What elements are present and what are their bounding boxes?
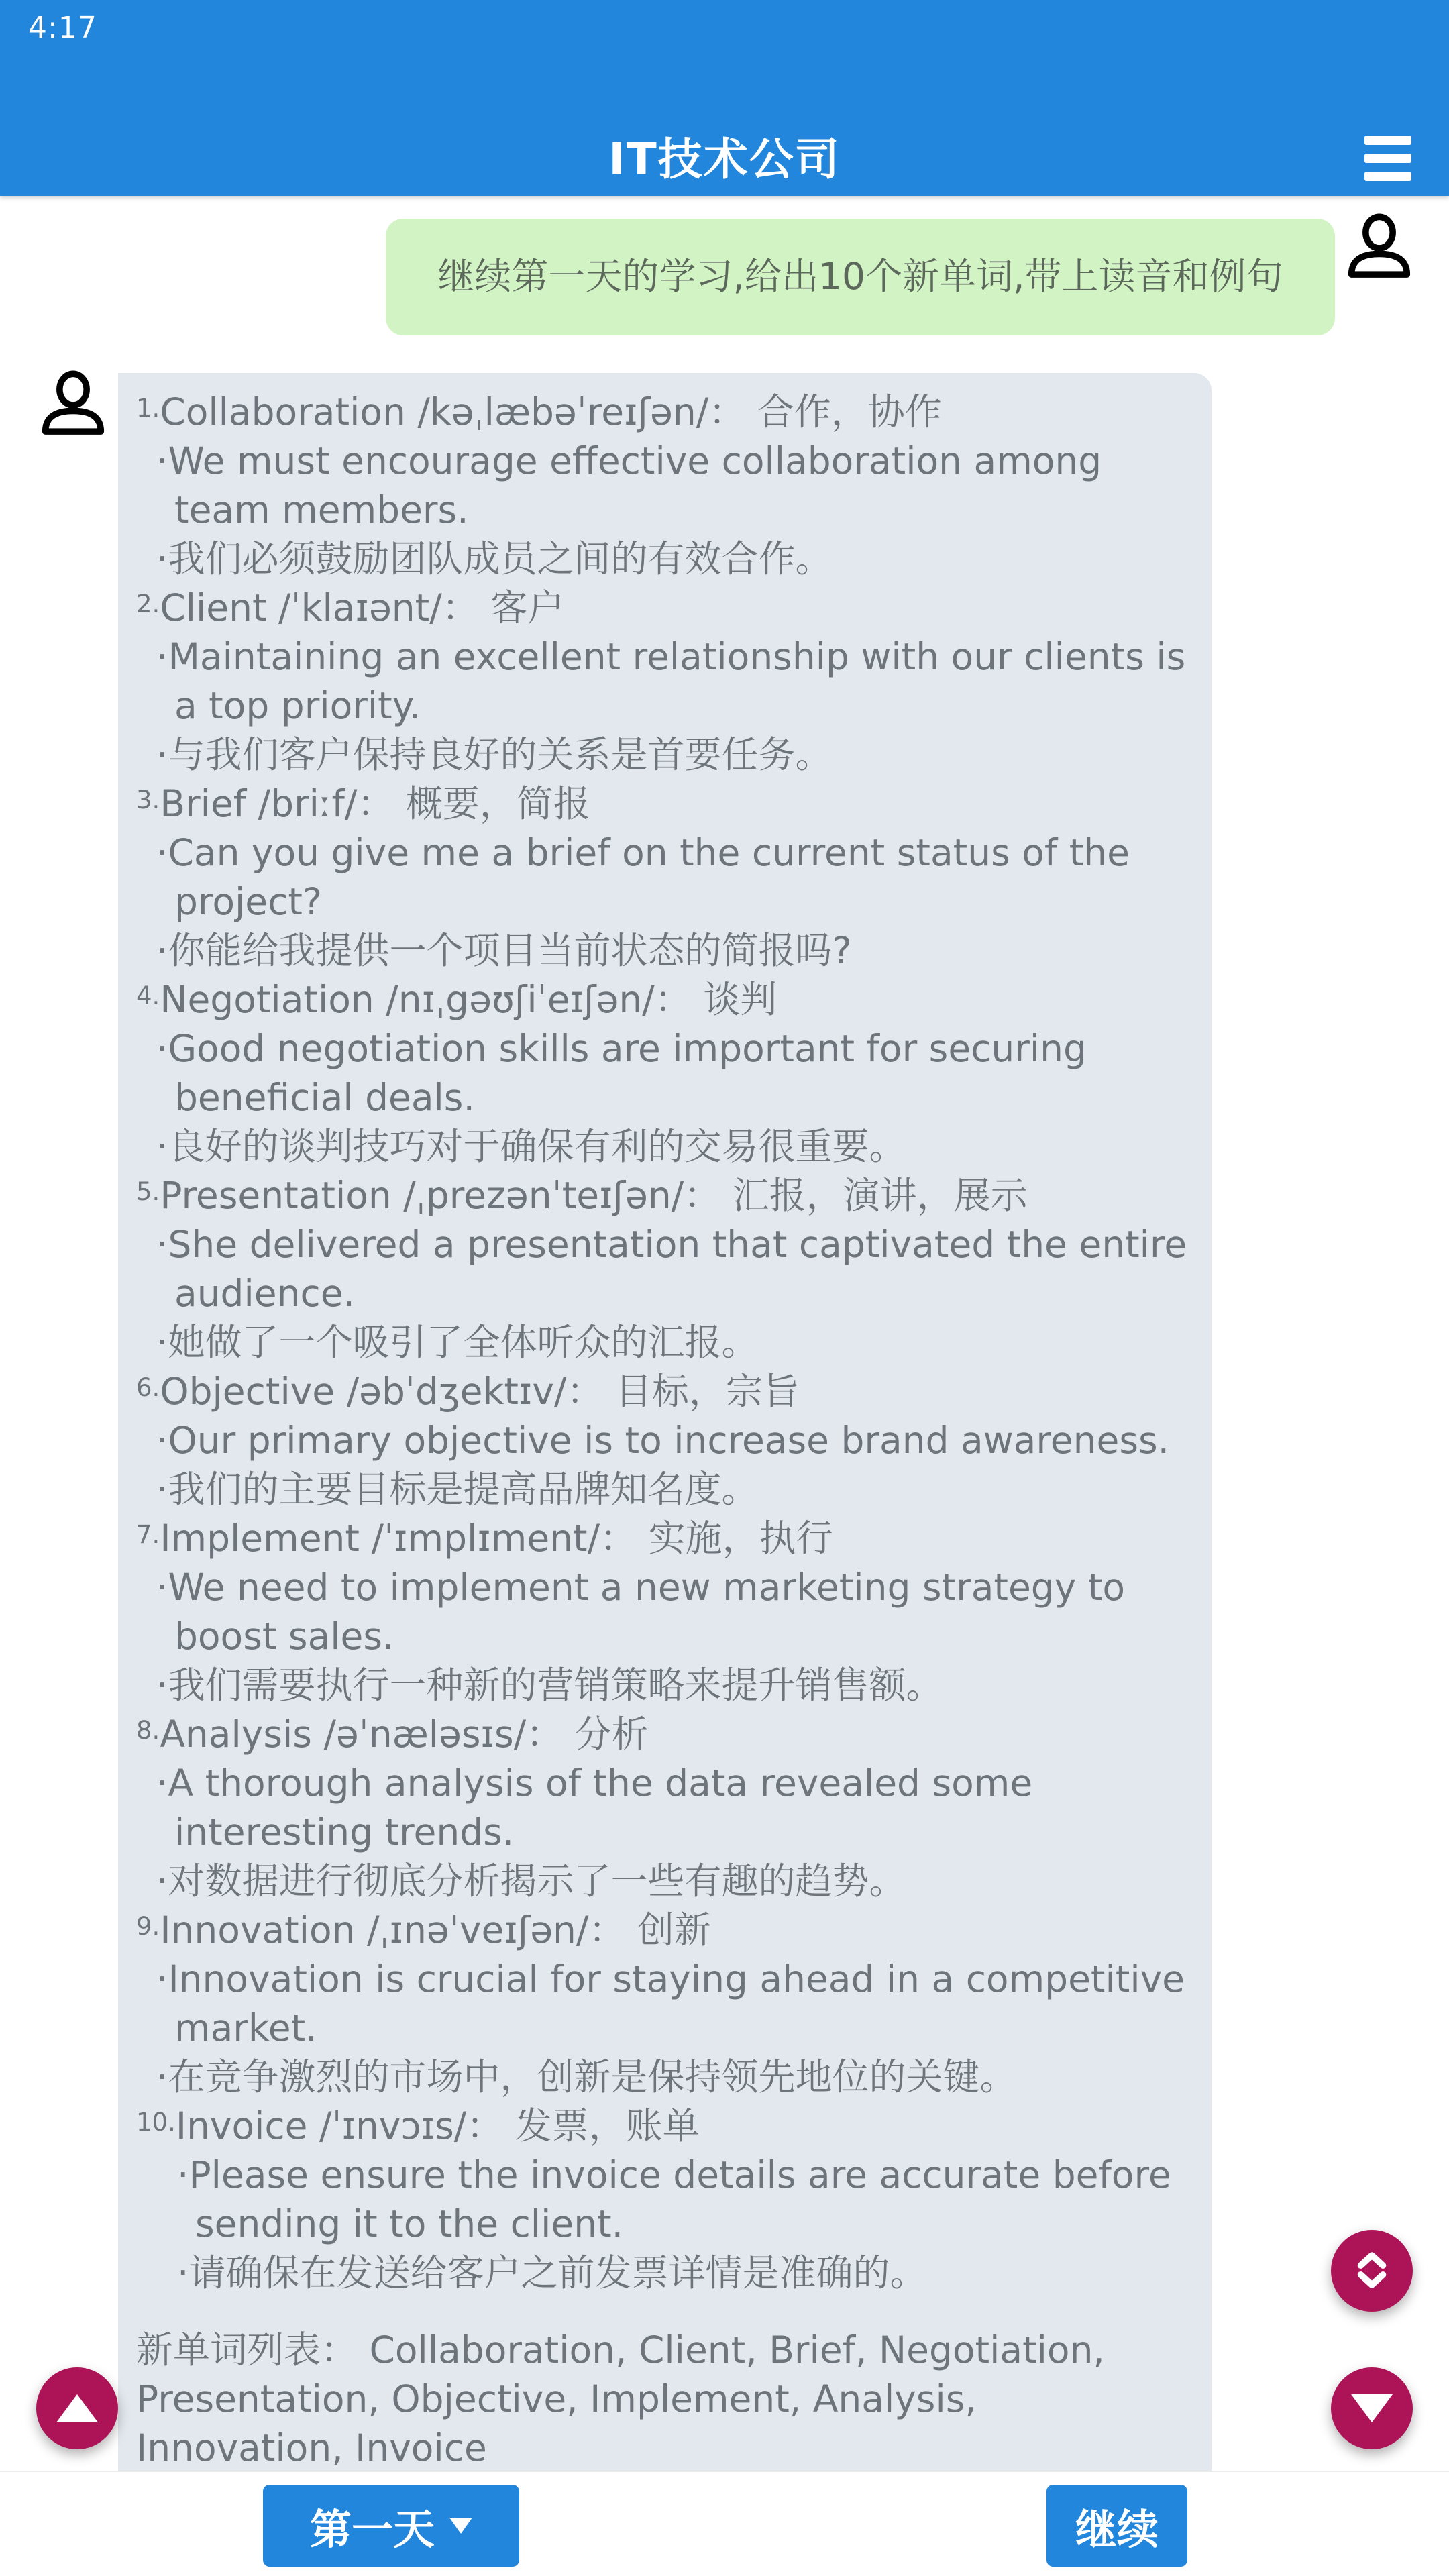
continue-label: 继续: [1075, 2504, 1159, 2554]
dropdown-arrow-icon: [449, 2518, 472, 2534]
page-title: IT技术公司: [608, 133, 841, 185]
person-icon: [1344, 213, 1415, 284]
word-and-meaning: Analysis /əˈnæləsɪs/： 分析: [160, 1713, 649, 1756]
scroll-to-top-fab[interactable]: [36, 2367, 118, 2449]
word-and-meaning: Invoice /ˈɪnvɔɪs/： 发票，账单: [175, 2104, 700, 2147]
word-and-meaning: Client /ˈklaɪənt/： 客户: [160, 586, 565, 629]
example-line: ·良好的谈判技巧对于确保有利的交易很重要。: [156, 1125, 906, 1168]
word-head-line: [136, 1171, 1187, 1220]
example-line: ·Please ensure the invoice details are accurate before sending it to the client.: [177, 2153, 1171, 2245]
assistant-message-bubble: [118, 373, 1212, 2504]
word-head-line: [136, 1514, 1187, 1563]
word-head-line: [136, 388, 1187, 437]
word-summary: 新单词列表： Collaboration, Client, Brief, Negotiation, Presentation, Objective, Implement, Analysis, Innovation, Invoice: [136, 2328, 1105, 2469]
example-line: ·我们需要执行一种新的营销策略来提升销售额。: [156, 1664, 943, 1707]
word-number: 2.: [136, 590, 160, 619]
example-line: ·Innovation is crucial for staying ahead in a competitive market.: [156, 1957, 1185, 2049]
word-number: 5.: [136, 1177, 160, 1206]
scroll-up-down-fab[interactable]: [1331, 2230, 1413, 2312]
word-item: [136, 780, 1187, 975]
word-number: 9.: [136, 1912, 160, 1941]
word-number: 7.: [136, 1520, 160, 1549]
word-and-meaning: Negotiation /nɪˌgəʊʃiˈeɪʃən/： 谈判: [160, 978, 777, 1021]
word-number: 1.: [136, 394, 160, 423]
word-item: [136, 584, 1187, 780]
word-item: [136, 1171, 1187, 1367]
example-line: ·She delivered a presentation that captivated the entire audience.: [156, 1223, 1187, 1315]
word-and-meaning: Objective /əbˈdʒektɪv/： 目标，宗旨: [160, 1370, 800, 1413]
chevron-up-down-icon: [1350, 2248, 1394, 2294]
example-line: ·我们必须鼓励团队成员之间的有效合作。: [156, 537, 833, 580]
word-head-line: [136, 1367, 1187, 1416]
day-select-label: 第一天: [309, 2504, 435, 2554]
example-line: ·与我们客户保持良好的关系是首要任务。: [156, 733, 833, 776]
example-line: ·Can you give me a brief on the current status of the project?: [156, 831, 1130, 923]
triangle-up-icon: [56, 2394, 98, 2422]
word-item: [136, 1514, 1187, 1710]
word-number: 10.: [136, 2108, 176, 2137]
example-line: ·在竞争激烈的市场中，创新是保持领先地位的关键。: [156, 2055, 1017, 2098]
example-line: ·她做了一个吸引了全体听众的汇报。: [156, 1321, 759, 1364]
word-head-line: [136, 780, 1187, 828]
user-avatar: [1344, 213, 1415, 284]
example-line: ·We must encourage effective collaboration among team members.: [156, 439, 1102, 531]
word-head-line: [136, 975, 1187, 1024]
word-item: [136, 2102, 1187, 2298]
menu-button[interactable]: [1364, 131, 1417, 185]
day-select-button[interactable]: [263, 2485, 519, 2567]
bottom-bar: [0, 2471, 1449, 2576]
user-message-bubble: [386, 219, 1335, 335]
word-and-meaning: Presentation /ˌprezənˈteɪʃən/： 汇报，演讲，展示: [160, 1174, 1028, 1217]
scroll-to-bottom-fab[interactable]: [1331, 2367, 1413, 2449]
assistant-avatar: [38, 370, 109, 441]
example-line: ·Maintaining an excellent relationship with our clients is a top priority.: [156, 635, 1186, 727]
example-line: ·你能给我提供一个项目当前状态的简报吗?: [156, 929, 852, 972]
word-item: [136, 1710, 1187, 1906]
word-number: 6.: [136, 1373, 160, 1402]
word-and-meaning: Implement /ˈɪmplɪment/： 实施，执行: [160, 1517, 833, 1560]
example-line: ·Good negotiation skills are important for securing beneficial deals.: [156, 1027, 1087, 1119]
word-and-meaning: Collaboration /kəˌlæbəˈreɪʃən/： 合作，协作: [160, 390, 942, 433]
example-line: ·请确保在发送给客户之前发票详情是准确的。: [177, 2251, 927, 2294]
word-and-meaning: Brief /briːf/： 概要，简报: [160, 782, 590, 825]
continue-button[interactable]: [1046, 2485, 1187, 2567]
word-head-line: [136, 1710, 1187, 1759]
word-item: [136, 388, 1187, 584]
triangle-down-icon: [1351, 2394, 1393, 2422]
example-line: ·A thorough analysis of the data revealed some interesting trends.: [156, 1762, 1033, 1854]
word-item: [136, 975, 1187, 1171]
example-line: ·Our primary objective is to increase brand awareness.: [156, 1419, 1170, 1462]
person-icon: [38, 370, 109, 441]
word-number: 3.: [136, 786, 160, 814]
user-message-text: 继续第一天的学习,给出10个新单词,带上读音和例句: [437, 255, 1283, 299]
word-and-meaning: Innovation /ˌɪnəˈveɪʃən/： 创新: [160, 1909, 711, 1951]
word-item: [136, 1906, 1187, 2102]
example-line: ·我们的主要目标是提高品牌知名度。: [156, 1468, 759, 1511]
example-line: ·We need to implement a new marketing strategy to boost sales.: [156, 1566, 1125, 1658]
word-head-line: [136, 2102, 1187, 2151]
word-number: 8.: [136, 1716, 160, 1745]
word-head-line: [136, 584, 1187, 633]
word-number: 4.: [136, 981, 160, 1010]
word-head-line: [136, 1906, 1187, 1955]
example-line: ·对数据进行彻底分析揭示了一些有趣的趋势。: [156, 1860, 906, 1902]
word-list: [136, 388, 1187, 2298]
word-item: [136, 1367, 1187, 1514]
app-bar: [0, 0, 1449, 196]
status-bar-time: 4:17: [28, 11, 97, 45]
